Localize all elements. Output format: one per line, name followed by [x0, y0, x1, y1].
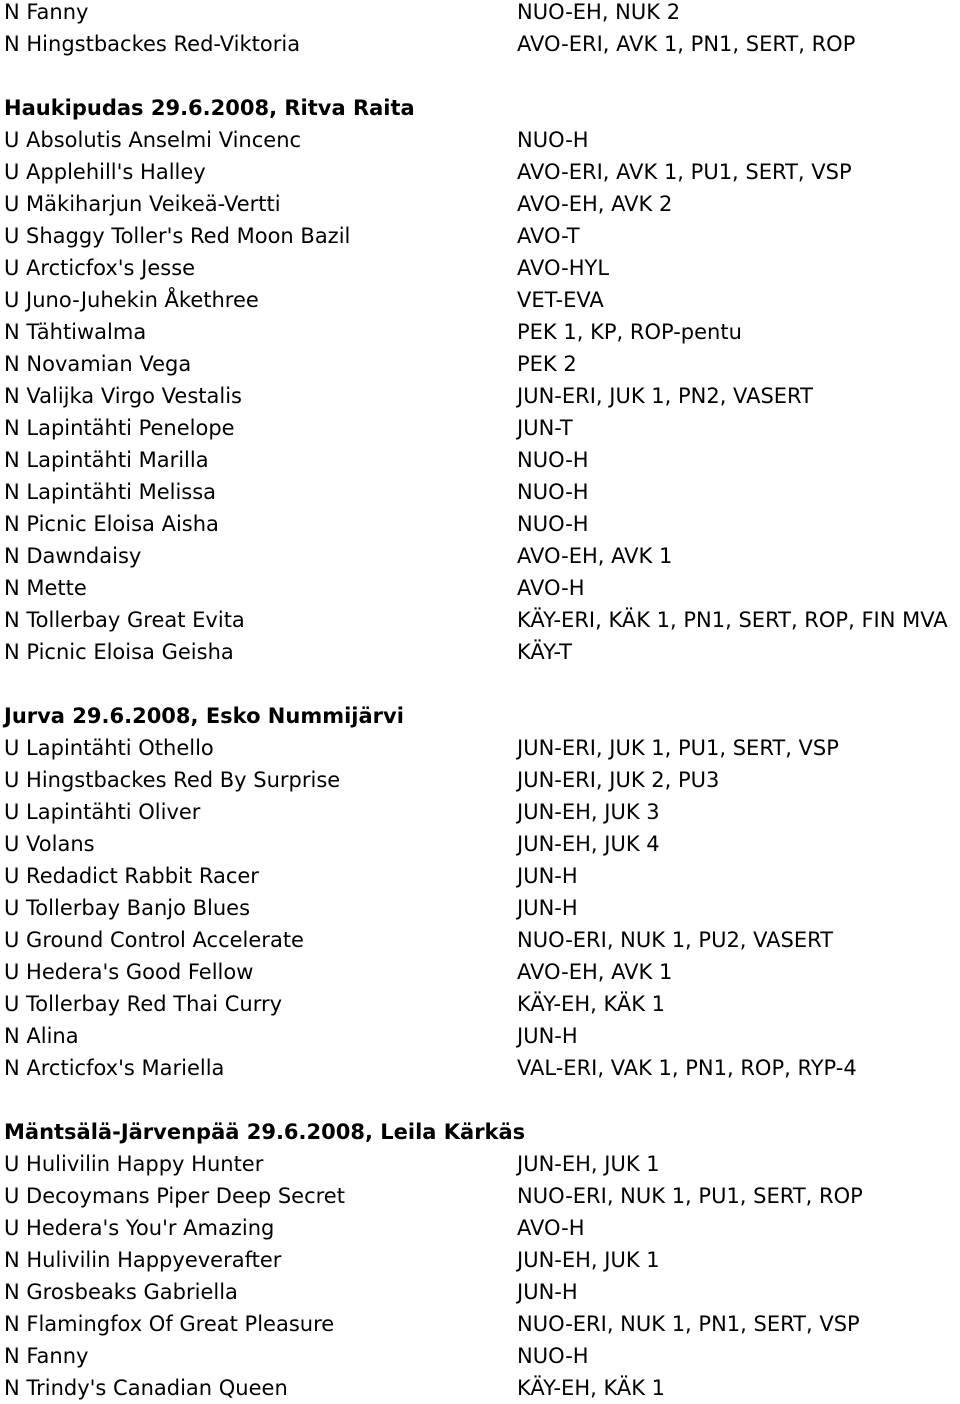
dog-name: U Mäkiharjun Veikeä-Vertti	[4, 192, 281, 216]
dog-name: N Hulivilin Happyeverafter	[4, 1248, 282, 1272]
dog-result: JUN-T	[517, 416, 573, 440]
dog-name: U Tollerbay Red Thai Curry	[4, 992, 283, 1016]
entry-row	[4, 1276, 960, 1308]
entry-row	[4, 0, 960, 28]
entry-row	[4, 1052, 960, 1084]
entry-row	[4, 476, 960, 508]
dog-result: VAL-ERI, VAK 1, PN1, ROP, RYP-4	[517, 1056, 857, 1080]
dog-name: N Picnic Eloisa Geisha	[4, 640, 234, 664]
dog-result: JUN-EH, JUK 1	[517, 1248, 660, 1272]
dog-name: U Tollerbay Banjo Blues	[4, 896, 251, 920]
entry-row	[4, 764, 960, 796]
dog-result: PEK 2	[517, 352, 577, 376]
dog-result: JUN-H	[517, 1280, 578, 1304]
dog-result: AVO-EH, AVK 1	[517, 544, 673, 568]
entry-row	[4, 188, 960, 220]
dog-result: AVO-T	[517, 224, 580, 248]
dog-name: N Novamian Vega	[4, 352, 192, 376]
dog-name: N Fanny	[4, 0, 89, 24]
show-section	[4, 700, 960, 1084]
entry-row	[4, 348, 960, 380]
entry-row	[4, 924, 960, 956]
dog-result: JUN-ERI, JUK 1, PN2, VASERT	[517, 384, 813, 408]
entry-row	[4, 508, 960, 540]
dog-name: U Hulivilin Happy Hunter	[4, 1152, 264, 1176]
entry-row	[4, 1340, 960, 1372]
show-heading: Jurva 29.6.2008, Esko Nummijärvi	[4, 704, 404, 728]
entry-row	[4, 892, 960, 924]
entry-row	[4, 1148, 960, 1180]
show-section	[4, 92, 960, 668]
entry-row	[4, 1308, 960, 1340]
dog-result: AVO-ERI, AVK 1, PU1, SERT, VSP	[517, 160, 852, 184]
dog-result: AVO-EH, AVK 1	[517, 960, 673, 984]
entry-row	[4, 828, 960, 860]
dog-result: AVO-HYL	[517, 256, 610, 280]
dog-name: U Hingstbackes Red By Surprise	[4, 768, 341, 792]
entry-row	[4, 1180, 960, 1212]
dog-result: NUO-EH, NUK 2	[517, 0, 681, 24]
dog-name: N Arcticfox's Mariella	[4, 1056, 225, 1080]
dog-name: N Lapintähti Marilla	[4, 448, 209, 472]
dog-result: NUO-H	[517, 480, 589, 504]
entry-row	[4, 284, 960, 316]
dog-result: NUO-H	[517, 128, 589, 152]
dog-result: NUO-H	[517, 1344, 589, 1368]
show-section	[4, 0, 960, 60]
entry-row	[4, 636, 960, 668]
dog-result: JUN-H	[517, 864, 578, 888]
entry-row	[4, 412, 960, 444]
entry-row	[4, 252, 960, 284]
dog-name: U Shaggy Toller's Red Moon Bazil	[4, 224, 351, 248]
entry-row	[4, 732, 960, 764]
dog-result: NUO-ERI, NUK 1, PU2, VASERT	[517, 928, 834, 952]
entry-row	[4, 1020, 960, 1052]
entry-row	[4, 1212, 960, 1244]
dog-name: U Hedera's You'r Amazing	[4, 1216, 275, 1240]
dog-result: JUN-EH, JUK 1	[517, 1152, 660, 1176]
entry-row	[4, 380, 960, 412]
dog-name: N Alina	[4, 1024, 79, 1048]
entry-row	[4, 796, 960, 828]
dog-name: U Lapintähti Othello	[4, 736, 214, 760]
dog-name: U Absolutis Anselmi Vincenc	[4, 128, 302, 152]
dog-name: N Dawndaisy	[4, 544, 142, 568]
entry-row	[4, 540, 960, 572]
dog-name: N Flamingfox Of Great Pleasure	[4, 1312, 335, 1336]
dog-result: KÄY-T	[517, 640, 572, 664]
dog-name: U Redadict Rabbit Racer	[4, 864, 259, 888]
section-spacer	[4, 668, 960, 700]
dog-name: N Picnic Eloisa Aisha	[4, 512, 219, 536]
dog-name: U Volans	[4, 832, 95, 856]
dog-result: JUN-EH, JUK 4	[517, 832, 660, 856]
entry-row	[4, 156, 960, 188]
dog-name: U Hedera's Good Fellow	[4, 960, 254, 984]
dog-name: N Lapintähti Melissa	[4, 480, 217, 504]
entry-row	[4, 604, 960, 636]
dog-name: N Hingstbackes Red-Viktoria	[4, 32, 301, 56]
dog-name: N Lapintähti Penelope	[4, 416, 235, 440]
entry-row	[4, 124, 960, 156]
dog-name: U Ground Control Accelerate	[4, 928, 304, 952]
dog-result: AVO-H	[517, 1216, 585, 1240]
dog-result: PEK 1, KP, ROP-pentu	[517, 320, 742, 344]
entry-row	[4, 220, 960, 252]
dog-name: N Tähtiwalma	[4, 320, 147, 344]
dog-result: VET-EVA	[517, 288, 604, 312]
dog-result: KÄY-EH, KÄK 1	[517, 992, 666, 1016]
dog-result: JUN-H	[517, 896, 578, 920]
dog-result: JUN-ERI, JUK 2, PU3	[517, 768, 720, 792]
dog-result: NUO-H	[517, 448, 589, 472]
dog-result: NUO-ERI, NUK 1, PU1, SERT, ROP	[517, 1184, 863, 1208]
dog-result: JUN-ERI, JUK 1, PU1, SERT, VSP	[517, 736, 839, 760]
dog-result: AVO-EH, AVK 2	[517, 192, 673, 216]
section-spacer	[4, 1084, 960, 1116]
show-section	[4, 1116, 960, 1404]
dog-result: KÄY-EH, KÄK 1	[517, 1376, 666, 1400]
dog-result: JUN-EH, JUK 3	[517, 800, 660, 824]
dog-result: NUO-H	[517, 512, 589, 536]
dog-result: AVO-H	[517, 576, 585, 600]
entry-row	[4, 956, 960, 988]
dog-name: N Grosbeaks Gabriella	[4, 1280, 238, 1304]
dog-result: NUO-ERI, NUK 1, PN1, SERT, VSP	[517, 1312, 860, 1336]
dog-name: U Juno-Juhekin Åkethree	[4, 288, 259, 312]
entry-row	[4, 316, 960, 348]
results-document	[4, 0, 960, 1404]
show-heading: Mäntsälä-Järvenpää 29.6.2008, Leila Kärkäs	[4, 1120, 526, 1144]
entry-row	[4, 988, 960, 1020]
dog-name: U Applehill's Halley	[4, 160, 206, 184]
entry-row	[4, 444, 960, 476]
dog-result: AVO-ERI, AVK 1, PN1, SERT, ROP	[517, 32, 856, 56]
entry-row	[4, 28, 960, 60]
dog-name: N Mette	[4, 576, 87, 600]
dog-name: U Arcticfox's Jesse	[4, 256, 196, 280]
dog-name: U Lapintähti Oliver	[4, 800, 201, 824]
entry-row	[4, 1372, 960, 1404]
dog-name: N Trindy's Canadian Queen	[4, 1376, 288, 1400]
dog-name: N Valijka Virgo Vestalis	[4, 384, 242, 408]
entry-row	[4, 860, 960, 892]
dog-name: U Decoymans Piper Deep Secret	[4, 1184, 345, 1208]
dog-name: N Fanny	[4, 1344, 89, 1368]
dog-result: JUN-H	[517, 1024, 578, 1048]
entry-row	[4, 572, 960, 604]
dog-result: KÄY-ERI, KÄK 1, PN1, SERT, ROP, FIN MVA	[517, 608, 948, 632]
show-heading: Haukipudas 29.6.2008, Ritva Raita	[4, 96, 415, 120]
dog-name: N Tollerbay Great Evita	[4, 608, 245, 632]
entry-row	[4, 1244, 960, 1276]
section-spacer	[4, 60, 960, 92]
